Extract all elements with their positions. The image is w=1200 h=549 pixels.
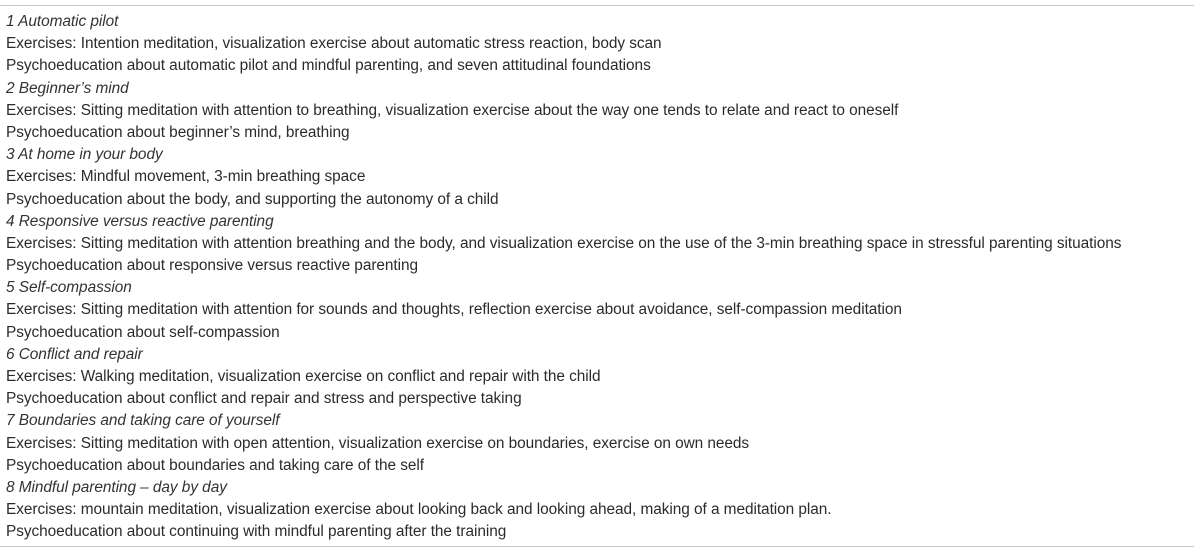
session-title: 7 Boundaries and taking care of yourself bbox=[6, 412, 280, 430]
session-1 bbox=[0, 11, 1200, 78]
session-5 bbox=[0, 277, 1200, 344]
session-psychoeducation: Psychoeducation about continuing with mindful parenting after the training bbox=[6, 523, 507, 541]
session-2 bbox=[0, 78, 1200, 145]
session-title: 6 Conflict and repair bbox=[6, 345, 143, 363]
session-exercises: Exercises: mountain meditation, visualization exercise about looking back and looking ahead, making of a meditation plan. bbox=[6, 501, 832, 519]
session-psychoeducation: Psychoeducation about the body, and supporting the autonomy of a child bbox=[6, 190, 499, 208]
session-title: 4 Responsive versus reactive parenting bbox=[6, 212, 274, 230]
session-4 bbox=[0, 211, 1200, 278]
session-3 bbox=[0, 144, 1200, 211]
session-exercises: Exercises: Walking meditation, visualization exercise on conflict and repair with the child bbox=[6, 368, 601, 385]
session-7 bbox=[0, 410, 1200, 477]
session-psychoeducation: Psychoeducation about beginner’s mind, breathing bbox=[6, 123, 350, 141]
session-title: 1 Automatic pilot bbox=[6, 13, 119, 30]
session-exercises: Exercises: Sitting meditation with attention breathing and the body, and visualization exercise on the use of the 3-min breathing space in stressful parenting situations bbox=[6, 234, 1122, 252]
session-psychoeducation: Psychoeducation about boundaries and taking care of the self bbox=[6, 456, 424, 474]
session-title: 5 Self-compassion bbox=[6, 279, 132, 297]
session-6 bbox=[0, 344, 1200, 411]
session-title: 8 Mindful parenting – day by day bbox=[6, 478, 227, 496]
table-bottom-rule bbox=[0, 546, 1194, 547]
session-title: 2 Beginner’s mind bbox=[6, 79, 129, 97]
session-table bbox=[0, 11, 1200, 544]
session-exercises: Exercises: Mindful movement, 3-min breathing space bbox=[6, 168, 366, 186]
session-exercises: Exercises: Intention meditation, visualization exercise about automatic stress reaction, body scan bbox=[6, 35, 662, 53]
session-psychoeducation: Psychoeducation about conflict and repair and stress and perspective taking bbox=[6, 390, 522, 408]
session-exercises: Exercises: Sitting meditation with attention to breathing, visualization exercise about the way one tends to relate and react to oneself bbox=[6, 101, 899, 119]
table-top-rule bbox=[0, 5, 1194, 6]
session-psychoeducation: Psychoeducation about self-compassion bbox=[6, 323, 280, 341]
session-exercises: Exercises: Sitting meditation with attention for sounds and thoughts, reflection exercise about avoidance, self-compassion meditation bbox=[6, 301, 902, 319]
session-psychoeducation: Psychoeducation about responsive versus reactive parenting bbox=[6, 257, 419, 275]
session-title: 3 At home in your body bbox=[6, 146, 163, 164]
session-8 bbox=[0, 477, 1200, 544]
session-psychoeducation: Psychoeducation about automatic pilot and mindful parenting, and seven attitudinal foundations bbox=[6, 57, 651, 75]
session-exercises: Exercises: Sitting meditation with open attention, visualization exercise on boundaries, exercise on own needs bbox=[6, 434, 750, 452]
